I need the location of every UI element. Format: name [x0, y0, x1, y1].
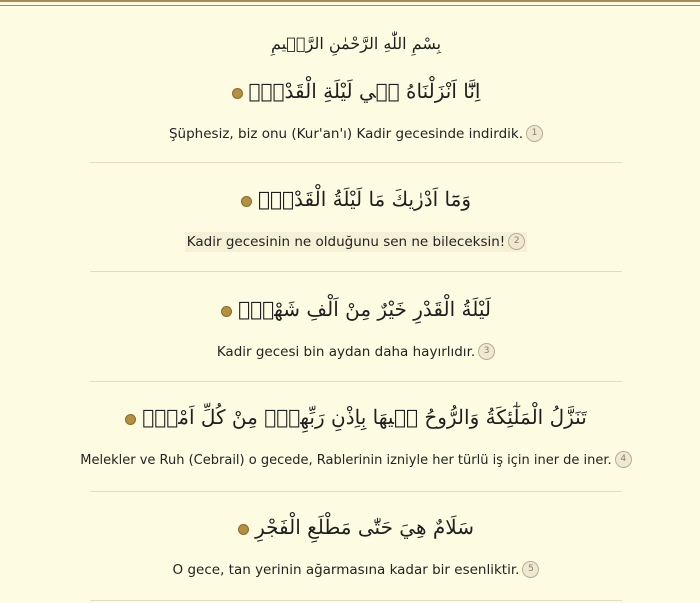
verse-number-badge[interactable]: 5 — [522, 561, 539, 578]
verse-1[interactable] — [90, 72, 622, 163]
translation-text: O gece, tan yerinin ağarmasına kadar bir esenliktir. — [172, 562, 520, 578]
verse-4-arabic — [62, 400, 650, 434]
verse-1-translation — [169, 124, 543, 144]
ayah-end-icon — [232, 88, 243, 99]
verse-arabic-text: وَمَٓا اَدْرٰيكَ مَا لَيْلَةُ الْقَدْرِۜ — [258, 187, 471, 211]
verse-arabic-text: لَيْلَةُ الْقَدْرِ خَيْرٌ مِنْ اَلْفِ شَهْرٍۜ — [238, 297, 491, 321]
ayah-end-icon — [221, 306, 232, 317]
translation-text: Kadir gecesinin ne olduğunu sen ne bileceksin! — [186, 234, 506, 250]
verse-number-badge[interactable]: 1 — [526, 125, 543, 142]
verse-2[interactable] — [90, 182, 622, 272]
verse-5-arabic — [90, 510, 622, 544]
verse-5[interactable] — [90, 510, 622, 601]
ayah-end-icon — [125, 414, 136, 425]
top-border — [0, 0, 700, 6]
verse-3-arabic — [90, 292, 622, 326]
ayah-end-icon — [241, 196, 252, 207]
divider — [90, 491, 622, 492]
translation-text: Melekler ve Ruh (Cebrail) o gecede, Rablerinin izniyle her türlü iş için iner de iner. — [80, 453, 612, 468]
verse-5-translation — [173, 560, 540, 580]
verse-arabic-text: تَنَزَّلُ الْمَلٰٓئِكَةُ وَالرُّوحُ ف۪يهَا بِاِذْنِ رَبِّهِمْۚ مِنْ كُلِّ اَمْرٍۙ — [142, 405, 587, 429]
basmala: بِسْمِ اللّٰهِ الرَّحْمٰنِ الرَّح۪يمِ — [270, 34, 442, 53]
verse-3-translation — [217, 342, 495, 362]
verse-4-translation — [80, 451, 631, 471]
verse-4[interactable] — [62, 400, 650, 491]
verse-arabic-text: اِنَّٓا اَنْزَلْنَاهُ ف۪ي لَيْلَةِ الْقَدْرِۚ — [248, 79, 481, 103]
verse-1-arabic — [90, 74, 622, 108]
verse-2-arabic — [90, 182, 622, 216]
translation-text: Şüphesiz, biz onu (Kur'an'ı) Kadir gecesinde indirdik. — [168, 126, 523, 142]
ayah-end-icon — [238, 524, 249, 535]
verse-number-badge[interactable]: 4 — [615, 451, 632, 468]
verse-number-badge[interactable]: 3 — [478, 343, 495, 360]
translation-text: Kadir gecesi bin aydan daha hayırlıdır. — [216, 344, 476, 360]
verse-arabic-text: سَلَامٌ هِيَ حَتّٰى مَطْلَعِ الْفَجْرِ — [255, 515, 474, 539]
verse-number-badge[interactable]: 2 — [508, 233, 525, 250]
verse-2-translation — [185, 232, 527, 252]
verse-3[interactable] — [90, 292, 622, 382]
